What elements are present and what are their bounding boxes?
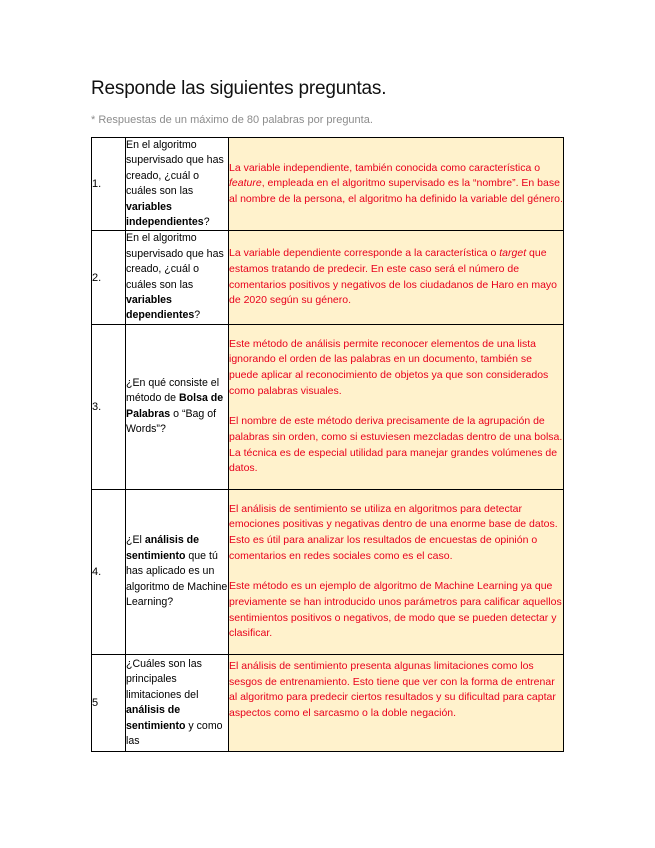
table-row xyxy=(92,138,564,231)
answer-paragraph xyxy=(229,337,563,400)
answer-text: El análisis de sentimiento presenta algunas limitaciones como los sesgos de entrenamiento. Esto tiene que ver con la forma de entrenar al algoritmo para predecir ciertos resultados y su dificultad para captar aspectos como el sarcasmo o la doble negación. xyxy=(229,659,556,719)
question-text: ? xyxy=(203,216,210,229)
question-keyword: análisis de sentimiento xyxy=(126,704,186,732)
answer-cell xyxy=(229,138,564,231)
row-number: 1. xyxy=(92,138,126,231)
row-number: 2. xyxy=(92,231,126,324)
question-cell xyxy=(126,654,229,751)
question-text: ¿En qué consiste el método de xyxy=(126,377,220,405)
question-cell xyxy=(126,489,229,654)
question-text: y como las xyxy=(126,719,223,747)
answer-text: , empleada en el algoritmo supervisado es la “nombre”. En base al nombre de la persona, el algoritmo ha definido la variable del género. xyxy=(229,177,563,206)
answer-cell xyxy=(229,654,564,751)
answer-text: Este método es un ejemplo de algoritmo de Machine Learning ya que previamente se han introducido unos parámetros para calificar aquellos sentimientos positivos o negativos, de modo que se pueden detectar y clasificar. xyxy=(229,580,562,640)
question-text: En el algoritmo supervisado que has creado, ¿cuál o cuáles son las xyxy=(126,232,224,291)
row-number: 5 xyxy=(92,654,126,751)
row-number: 4. xyxy=(92,489,126,654)
answer-paragraph xyxy=(229,659,563,722)
question-cell xyxy=(126,231,229,324)
questions-table xyxy=(91,137,564,752)
answer-paragraph xyxy=(229,579,563,642)
table-row xyxy=(92,489,564,654)
table-row xyxy=(92,231,564,324)
question-keyword: variables dependientes xyxy=(126,294,195,322)
question-cell xyxy=(126,138,229,231)
row-number: 3. xyxy=(92,324,126,489)
answer-text: La variable independiente, también conocida como característica o xyxy=(229,161,541,174)
question-text: o “Bag of Words”? xyxy=(126,407,217,436)
answer-paragraph xyxy=(229,502,563,565)
answer-text: La variable dependiente corresponde a la característica o xyxy=(229,247,500,260)
question-text: En el algoritmo supervisado que has creado, ¿cuál o cuáles son las xyxy=(126,139,224,198)
answer-paragraph xyxy=(229,161,563,208)
answer-term: feature xyxy=(229,177,262,190)
question-keyword: variables independientes xyxy=(126,200,204,229)
answer-term: target xyxy=(499,247,527,260)
answer-cell xyxy=(229,489,564,654)
question-cell xyxy=(126,324,229,489)
answer-paragraph xyxy=(229,246,563,309)
question-text: que tú has aplicado es un algoritmo de Machine Learning? xyxy=(126,549,228,608)
answer-cell xyxy=(229,324,564,489)
answer-cell xyxy=(229,231,564,324)
answer-text: Este método de análisis permite reconocer elementos de una lista ignorando el orden de las palabras en un documento, también se puede aplicar al reconocimiento de objetos ya que son considerados como palabras visuales. xyxy=(229,337,549,397)
answer-text: El nombre de este método deriva precisamente de la agrupación de palabras sin orden, como si estuviesen mezcladas dentro de una bolsa. La técnica es de especial utilidad para manejar grandes volúmenes de datos. xyxy=(229,415,563,475)
answer-paragraph xyxy=(229,414,563,477)
table-row xyxy=(92,654,564,751)
page-note: * Respuestas de un máximo de 80 palabras por pregunta. xyxy=(91,114,373,126)
question-keyword: Bolsa de Palabras xyxy=(126,392,224,420)
page-title: Responde las siguientes preguntas. xyxy=(91,78,387,99)
table-row xyxy=(92,324,564,489)
question-text: ¿El xyxy=(126,534,145,547)
question-keyword: análisis de sentimiento xyxy=(126,534,200,562)
question-text: ¿Cuáles son las principales limitaciones del xyxy=(126,657,202,701)
question-text: ? xyxy=(194,309,201,322)
answer-text: que estamos tratando de predecir. En este caso será el número de comentarios positivos y negativos de los ciudadanos de Haro en mayo de 2020 según su género. xyxy=(229,247,558,307)
answer-text: El análisis de sentimiento se utiliza en algoritmos para detectar emociones positivas y negativas dentro de una enorme base de datos. Esto es útil para analizar los resultados de encuestas de opinión o comentarios en redes sociales como es el caso. xyxy=(229,502,558,562)
